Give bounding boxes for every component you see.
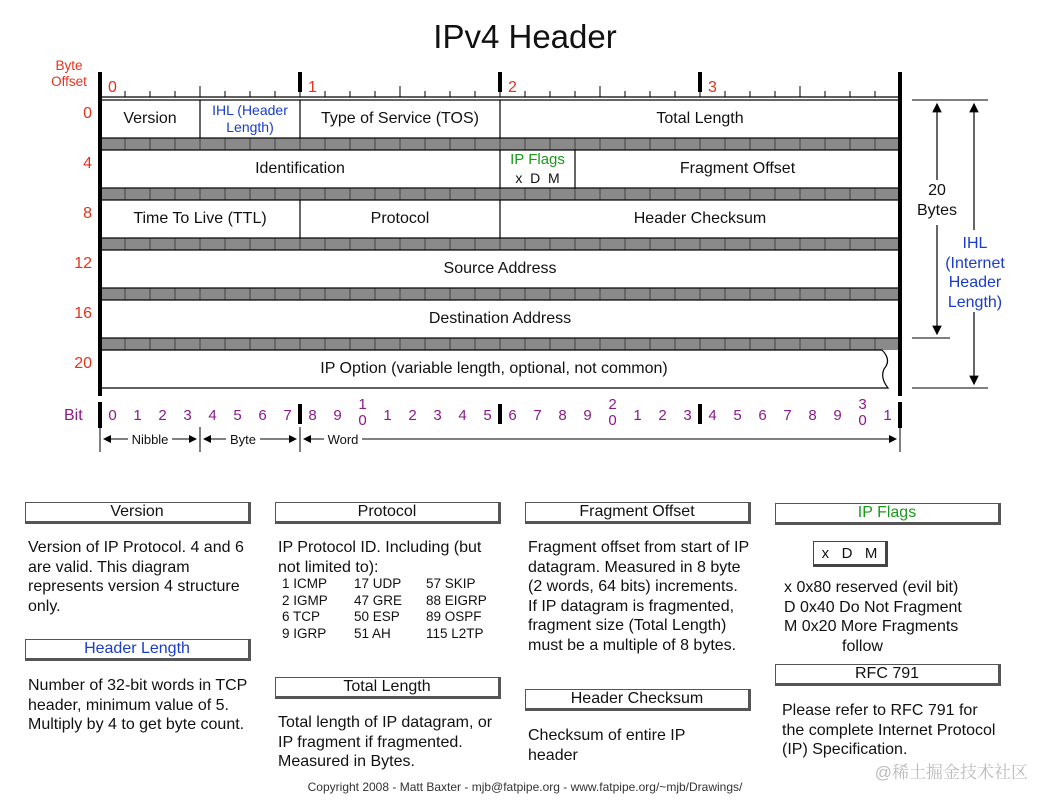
byte-offset-label: Byte Offset xyxy=(51,58,87,89)
field-ip-flags: IP Flags xyxy=(510,151,565,168)
watermark: @稀土掘金技术社区 xyxy=(874,763,1028,782)
protocol-cell: 50 ESP xyxy=(354,609,400,624)
protocol-row xyxy=(282,609,502,626)
bit-number: 1 0 xyxy=(358,396,367,429)
protocol-box-text: IP Protocol ID. Including (but not limited to): xyxy=(278,539,482,576)
bit-number: 2 xyxy=(408,407,417,424)
bit-number: 3 xyxy=(683,407,692,424)
copyright-footer: Copyright 2008 - Matt Baxter - mjb@fatpipe.org - www.fatpipe.org/~mjb/Drawings/ xyxy=(307,780,743,794)
bit-label: Bit xyxy=(64,407,83,424)
bit-number: 1 xyxy=(133,407,142,424)
protocol-cell: 17 UDP xyxy=(354,576,402,591)
bit-number: 6 xyxy=(258,407,267,424)
ip-flag-mf: M 0x20 More Fragments xyxy=(784,618,959,635)
version-box-text: Version of IP Protocol. 4 and 6 are valid. This diagram represents version 4 structure only. xyxy=(28,539,244,615)
bit-number: 9 xyxy=(833,407,842,424)
protocol-cell: 2 IGMP xyxy=(282,592,328,608)
offset-16: 16 xyxy=(74,305,92,322)
total-length-box-text: Total length of IP datagram, or IP fragment if fragmented. Measured in Bytes. xyxy=(278,714,493,770)
bit-number: 8 xyxy=(308,407,317,424)
offset-0: 0 xyxy=(83,105,92,122)
bit-number: 7 xyxy=(283,407,292,424)
offset-20: 20 xyxy=(74,355,92,372)
bit-number: 9 xyxy=(333,407,342,424)
field-header-checksum: Header Checksum xyxy=(633,210,767,227)
fragment-offset-box-text: Fragment offset from start of IP datagram. Measured in 8 byte (2 words, 64 bits) increments. If IP datagram is fragmented, fragment size (Total Length) must be a multiple of 8 bytes. xyxy=(528,539,749,654)
protocol-cell: 115 L2TP xyxy=(426,625,484,641)
fragment-offset-box-title: Fragment Offset xyxy=(525,502,751,524)
bit-number: 3 xyxy=(433,407,442,424)
bit-number: 7 xyxy=(783,407,792,424)
field-protocol: Protocol xyxy=(370,210,430,227)
ip-flags-desc xyxy=(784,578,994,656)
field-ttl: Time To Live (TTL) xyxy=(133,210,267,227)
header-checksum-box-title: Header Checksum xyxy=(525,689,751,711)
ihl-side-label: IHL (Internet Header Length) xyxy=(945,235,1005,311)
diagram-title: IPv4 Header xyxy=(433,18,617,55)
field-total-length: Total Length xyxy=(656,110,744,127)
bit-scale xyxy=(100,427,900,452)
col-head-0: 0 xyxy=(108,79,117,96)
protocol-cell: 47 GRE xyxy=(354,592,403,608)
protocol-row xyxy=(282,576,502,593)
protocol-cell: 88 EIGRP xyxy=(426,592,487,608)
col-head-3: 3 xyxy=(708,79,717,96)
bit-number: 1 xyxy=(883,407,892,424)
bit-number: 4 xyxy=(708,407,717,424)
bit-number: 0 xyxy=(108,407,117,424)
ip-flag-df: D 0x40 Do Not Fragment xyxy=(784,598,962,616)
field-version: Version xyxy=(123,110,177,127)
bit-number: 9 xyxy=(583,407,592,424)
offset-4: 4 xyxy=(83,155,92,172)
bit-number: 2 xyxy=(658,407,667,424)
protocol-cell: 9 IGRP xyxy=(282,625,327,641)
scale-word: Word xyxy=(327,432,359,447)
ip-flags-box-title: IP Flags xyxy=(775,503,1001,525)
col-head-1: 1 xyxy=(308,79,317,96)
offset-12: 12 xyxy=(74,255,92,272)
protocol-row xyxy=(282,626,502,643)
bit-number: 8 xyxy=(808,407,817,424)
bit-number: 6 xyxy=(508,407,517,424)
bit-number: 1 xyxy=(633,407,642,424)
scale-byte: Byte xyxy=(229,432,256,447)
bit-number: 5 xyxy=(233,407,242,424)
bit-number: 2 0 xyxy=(608,396,617,429)
total-length-box-title: Total Length xyxy=(275,677,501,699)
ip-flag-reserved: x 0x80 reserved (evil bit) xyxy=(784,579,959,596)
protocol-id-table xyxy=(282,576,502,642)
field-ip-flags-bits: x D M xyxy=(515,170,560,186)
bit-number: 7 xyxy=(533,407,542,424)
protocol-cell: 1 ICMP xyxy=(282,576,328,591)
rfc-box-text: Please refer to RFC 791 for the complete Internet Protocol (IP) Specification. xyxy=(782,702,996,758)
protocol-box-title: Protocol xyxy=(275,502,501,524)
protocol-cell: 89 OSPF xyxy=(426,609,482,624)
col-head-2: 2 xyxy=(508,79,517,96)
bit-number: 4 xyxy=(208,407,217,424)
bit-number: 3 xyxy=(183,407,192,424)
bit-number: 2 xyxy=(158,407,167,424)
protocol-cell: 57 SKIP xyxy=(426,576,476,591)
field-ip-option: IP Option (variable length, optional, not common) xyxy=(320,360,668,377)
ip-flag-mf-cont: follow xyxy=(842,637,883,655)
rfc-box-title: RFC 791 xyxy=(775,664,1001,686)
bit-number: 4 xyxy=(458,407,467,424)
header-length-box-text: Number of 32-bit words in TCP header, minimum value of 5. Multiply by 4 to get byte count. xyxy=(28,677,248,733)
ip-flags-bits-box: x D M xyxy=(813,541,888,567)
bit-number: 5 xyxy=(483,407,492,424)
field-fragment-offset: Fragment Offset xyxy=(679,160,796,177)
header-checksum-box-text: Checksum of entire IP header xyxy=(528,727,686,764)
version-box-title: Version xyxy=(25,502,251,524)
field-source-address: Source Address xyxy=(443,260,557,277)
bit-number: 8 xyxy=(558,407,567,424)
bit-number: 5 xyxy=(733,407,742,424)
protocol-cell: 51 AH xyxy=(354,625,391,641)
protocol-row xyxy=(282,593,502,610)
twenty-bytes-label: 20 Bytes xyxy=(916,182,957,219)
bit-number: 3 0 xyxy=(858,396,867,429)
scale-nibble: Nibble xyxy=(131,432,169,447)
bit-number: 6 xyxy=(758,407,767,424)
field-identification: Identification xyxy=(255,160,345,177)
header-length-box-title: Header Length xyxy=(25,639,251,661)
bit-number: 1 xyxy=(383,407,392,424)
field-tos: Type of Service (TOS) xyxy=(321,110,479,127)
protocol-cell: 6 TCP xyxy=(282,609,321,624)
field-destination-address: Destination Address xyxy=(428,310,572,327)
offset-8: 8 xyxy=(83,205,92,222)
field-ihl: IHL (Header Length) xyxy=(212,102,288,135)
